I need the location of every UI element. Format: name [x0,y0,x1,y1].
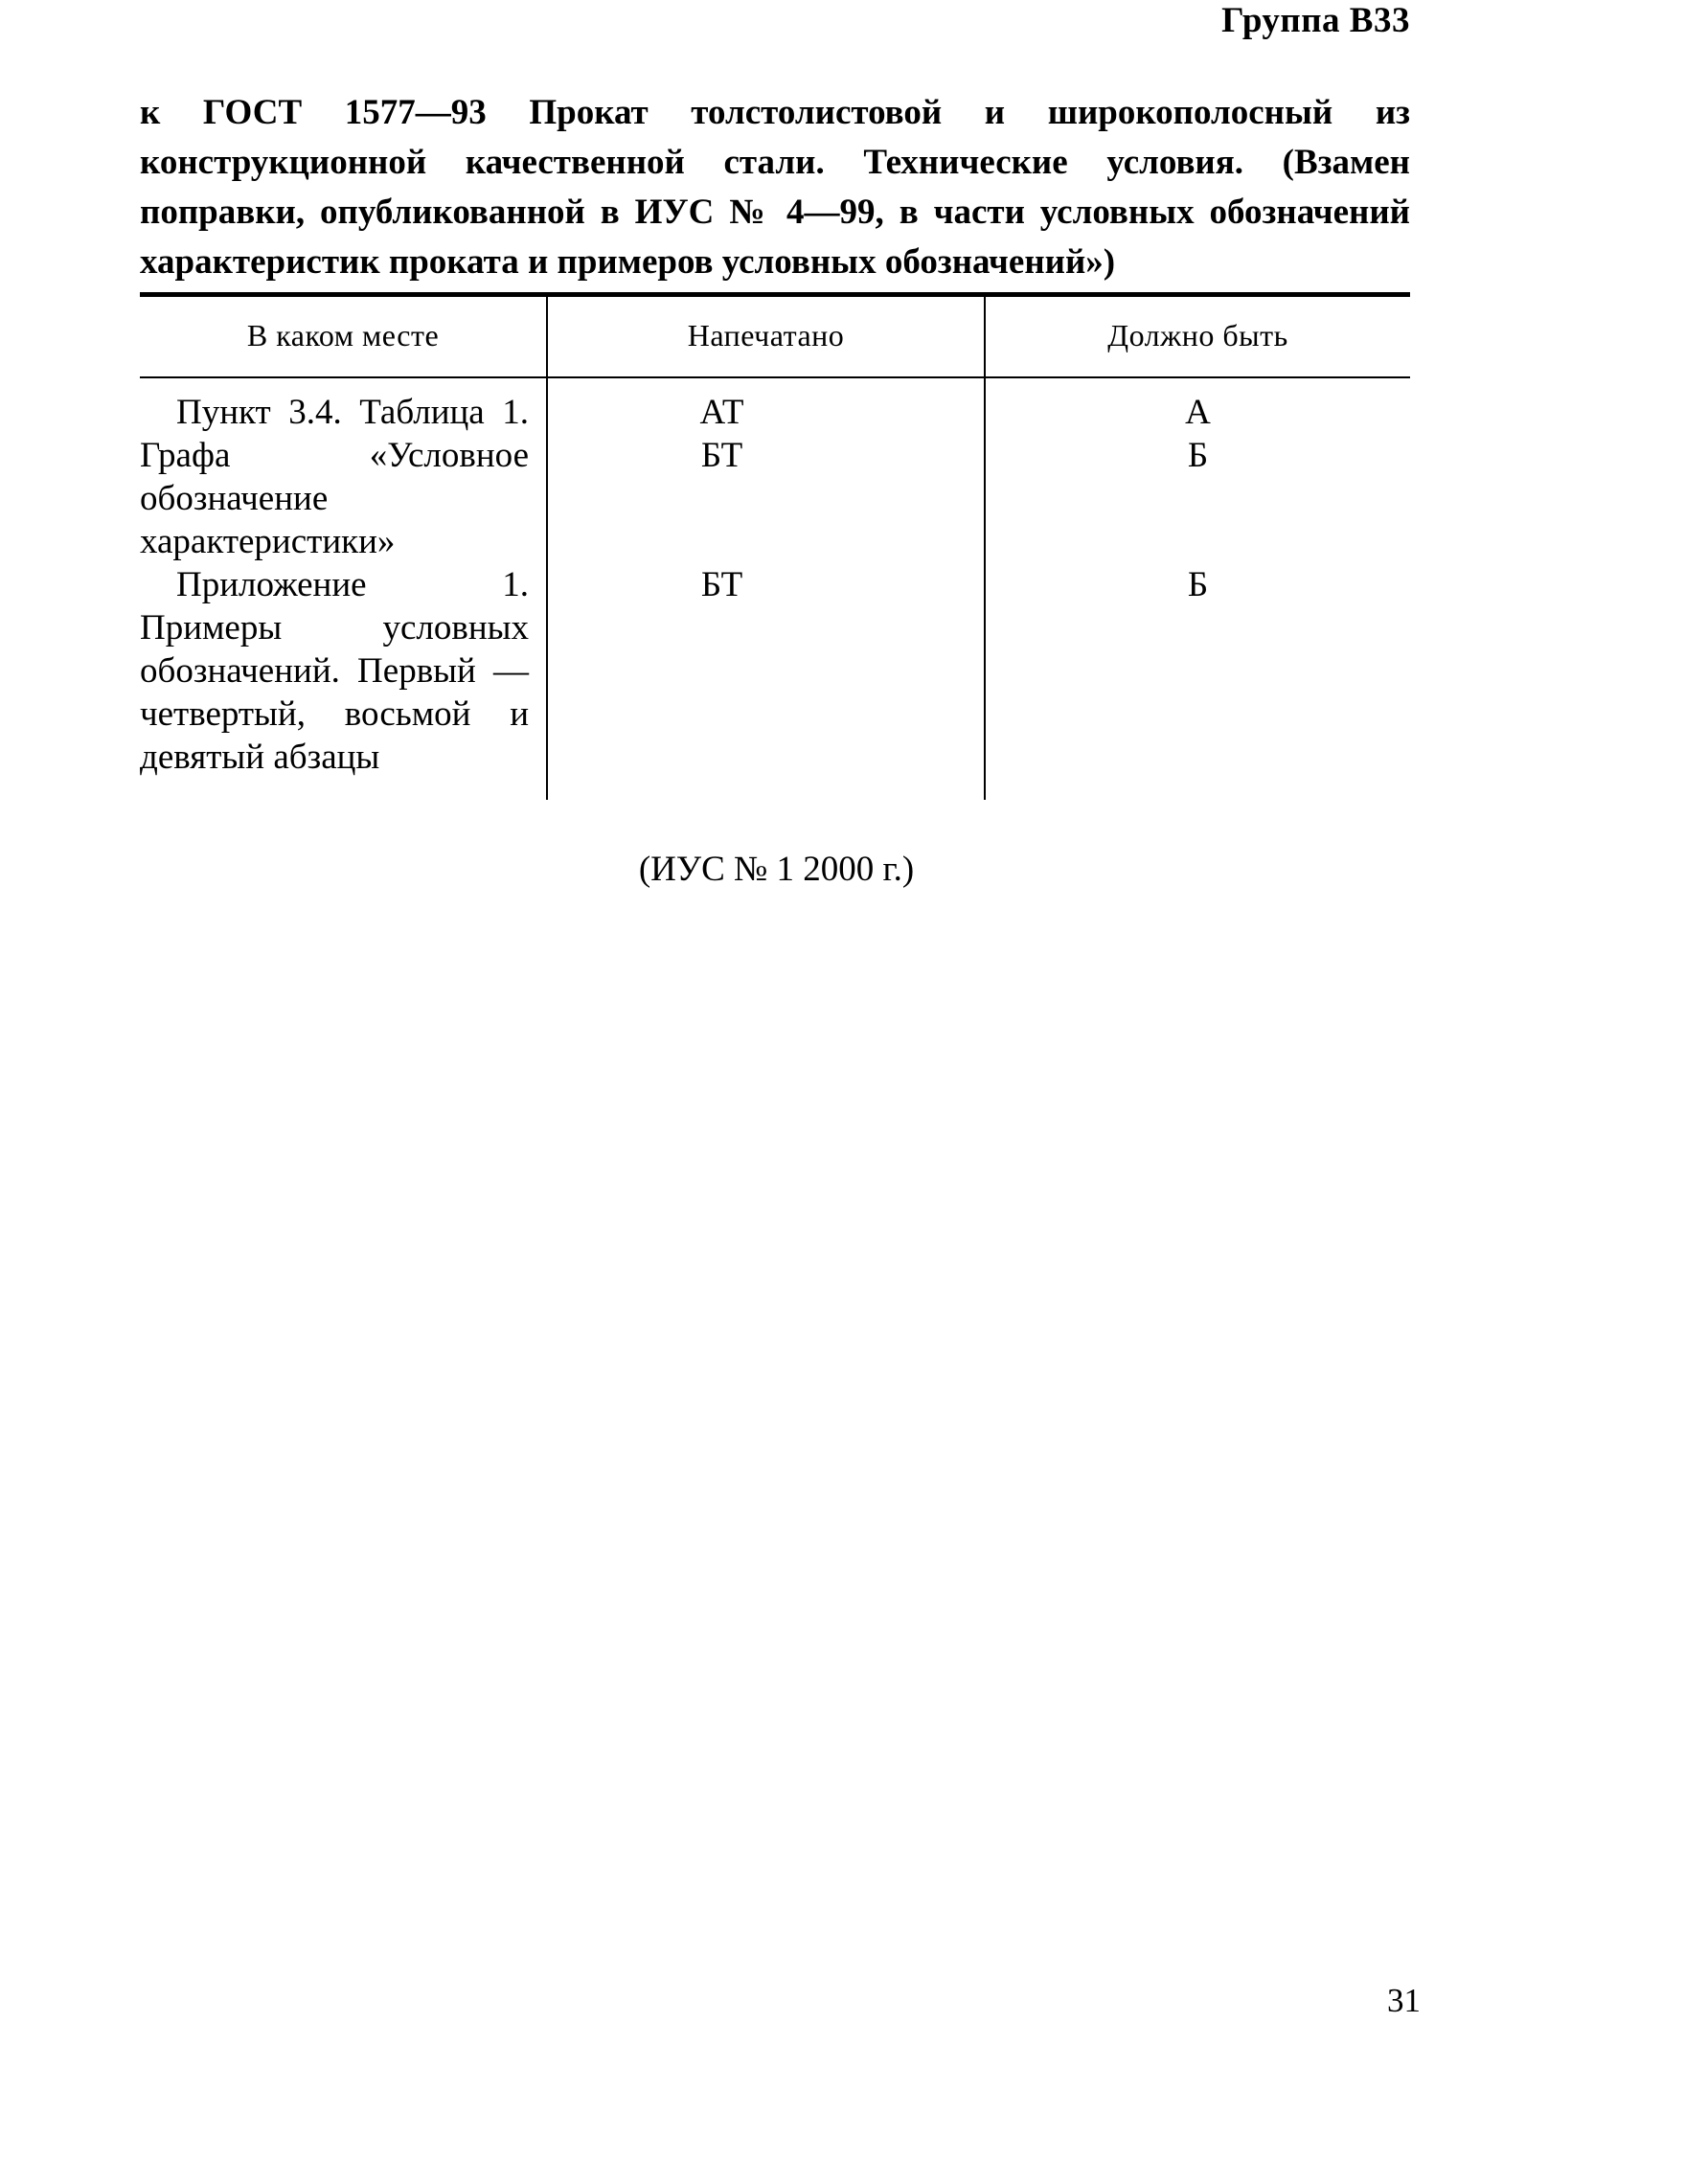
correct-value: Б [1187,436,1209,475]
source-reference: (ИУС № 1 2000 г.) [638,850,915,889]
table-cell-correct [986,563,1410,606]
table-column-divider [984,297,986,800]
printed-value: АТ [699,393,744,432]
table-cell-printed [504,391,940,477]
place-text: Пункт 3.4. Таблица 1. Графа «Условное обозначение характеристики» [140,393,529,561]
place-text: Приложение 1. Примеры условных обозначений. Первый — четвертый, восьмой и девятый абзацы [140,565,529,777]
table-header-rule [140,376,1410,378]
correct-value: Б [1187,565,1209,604]
group-label: Группа В33 [1221,1,1410,40]
corrections-table [140,292,1410,800]
table-cell-correct [986,391,1410,477]
table-column-divider [546,297,548,800]
printed-value: БТ [700,436,743,475]
table-cell-printed [504,563,940,606]
column-header-correct: Должно быть [1107,318,1288,352]
table-cell-place [140,391,529,563]
column-header-place: В каком месте [246,318,440,352]
document-title: к ГОСТ 1577—93 Прокат толстолистовой и широкополосный из конструкционной качественной стали. Технические условия. (Взамен поправки, опубликованной в ИУС № 4—99, в части условных обозначений характеристик проката и примеров условных обозначений») [140,93,1410,282]
column-header-printed: Напечатано [687,318,845,352]
printed-value: БТ [700,565,743,604]
page-number: 31 [1387,1982,1421,2019]
table-cell-place [140,563,529,779]
correct-value: А [1185,393,1211,432]
